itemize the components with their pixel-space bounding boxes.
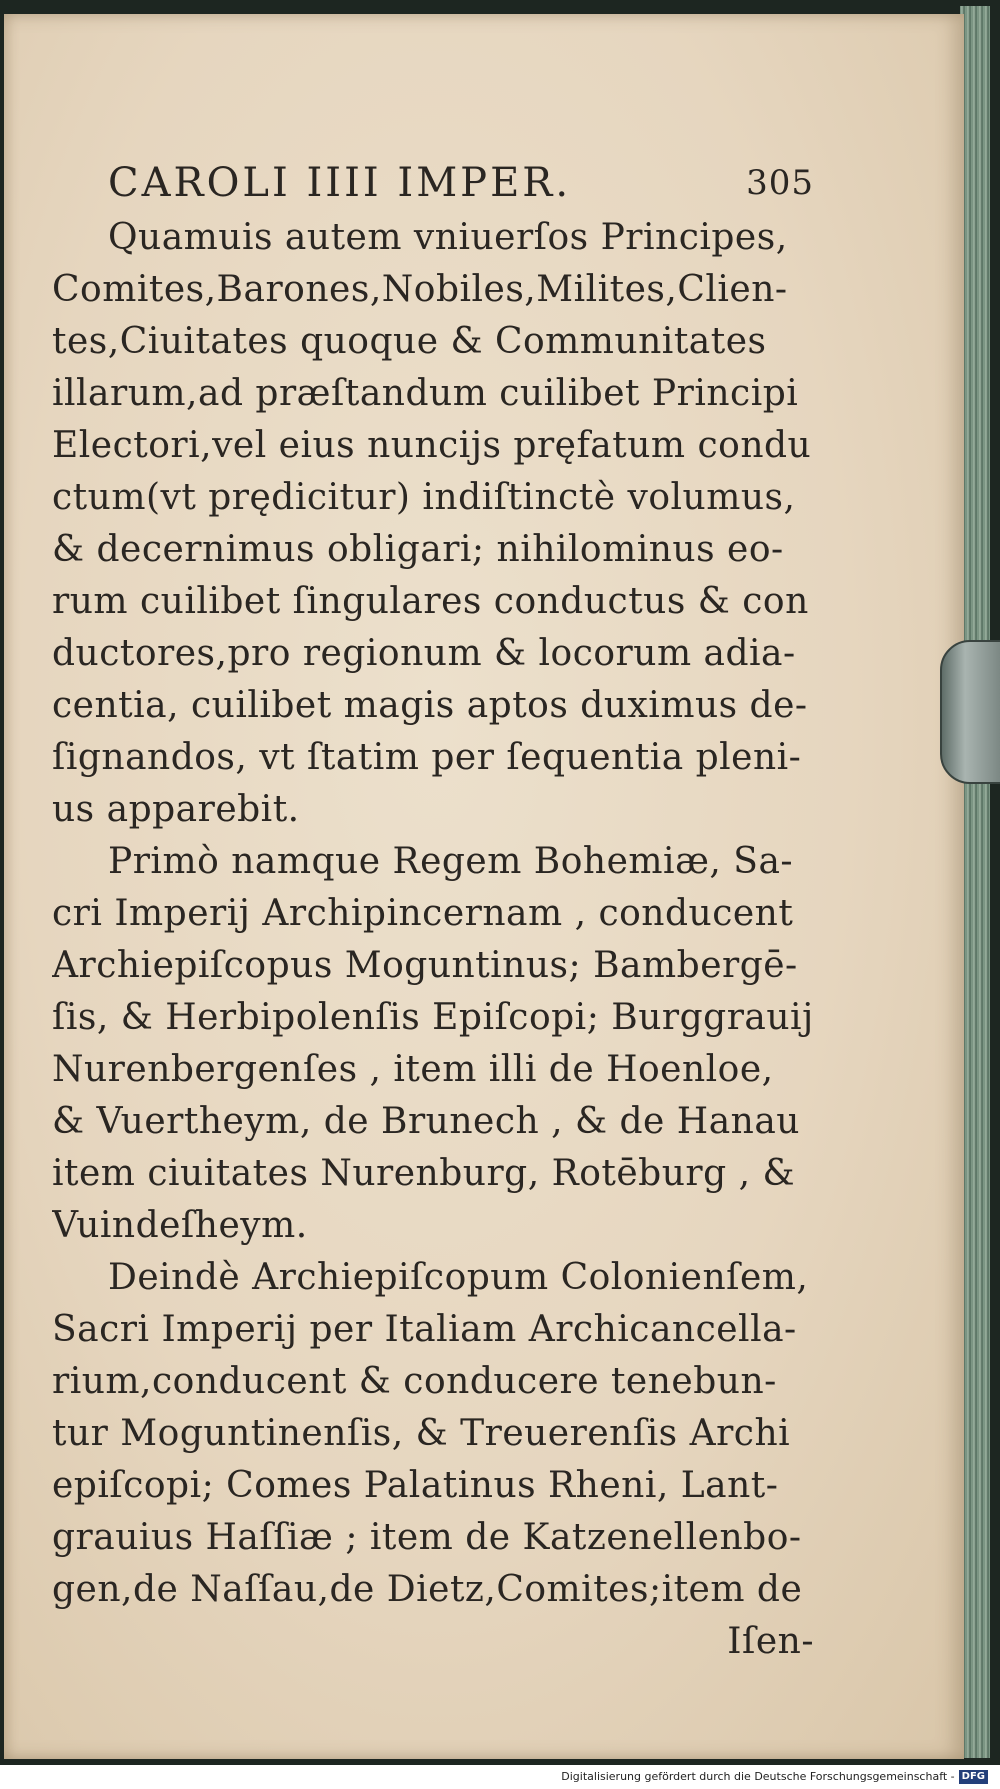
text-line: ſis, & Herbipolenſis Epiſcopi; Burggrauij — [52, 997, 814, 1038]
text-line: ctum(vt prędicitur) indiſtinctè volumus, — [52, 477, 796, 518]
text-line: & decernimus obligari; nihilominus eo- — [52, 529, 784, 570]
text-line: ductores,pro regionum & locorum adia- — [52, 633, 796, 674]
text-line: ſignandos, vt ſtatim per ſequentia pleni- — [52, 737, 802, 778]
page-header — [52, 154, 814, 212]
text-line: Electori,vel eius nuncijs pręfatum condu — [52, 425, 812, 466]
paper-page — [4, 14, 964, 1759]
page-edges — [960, 6, 990, 1758]
book-clasp — [940, 640, 1000, 784]
page-number: 305 — [746, 163, 814, 203]
running-head: CAROLI IIII IMPER. — [108, 160, 572, 206]
catchword: Iſen- — [727, 1621, 814, 1662]
text-line: Archiepiſcopus Moguntinus; Bambergē- — [52, 945, 798, 986]
text-line: gen,de Naſſau,de Dietz,Comites;item de — [52, 1569, 803, 1610]
text-line: cri Imperij Archipincernam , conducent — [52, 893, 794, 934]
text-line: tur Moguntinenſis, & Treuerenſis Archi — [52, 1413, 791, 1454]
text-line: illarum,ad præſtandum cuilibet Principi — [52, 373, 799, 414]
text-line: Sacri Imperij per Italiam Archicancella- — [52, 1309, 797, 1350]
text-line: Comites,Barones,Nobiles,Milites,Clien- — [52, 269, 788, 310]
text-line: item ciuitates Nurenburg, Rotēburg , & — [52, 1153, 796, 1194]
digitization-credit — [561, 1769, 988, 1785]
text-line: Quamuis autem vniuerſos Principes, — [108, 217, 788, 258]
text-line: grauius Haſſiæ ; item de Katzenellenbo- — [52, 1517, 802, 1558]
text-line: Deindè Archiepiſcopum Colonienſem, — [108, 1257, 809, 1298]
text-line: Nurenbergenſes , item illi de Hoenloe, — [52, 1049, 774, 1090]
text-line: rium,conducent & conducere tenebun- — [52, 1361, 777, 1402]
text-line: rum cuilibet ſingulares conductus & con — [52, 581, 809, 622]
text-block — [52, 154, 814, 1668]
text-line: Vuindeſheym. — [52, 1205, 308, 1246]
text-line: centia, cuilibet magis aptos duximus de- — [52, 685, 808, 726]
text-line: us apparebit. — [52, 789, 300, 830]
text-line: epiſcopi; Comes Palatinus Rheni, Lant- — [52, 1465, 779, 1506]
dfg-logo: DFG — [959, 1770, 988, 1784]
text-line: tes,Ciuitates quoque & Communitates — [52, 321, 767, 362]
credit-text: Digitalisierung gefördert durch die Deutsche Forschungsgemeinschaft - — [561, 1770, 955, 1783]
text-line: Primò namque Regem Bohemiæ, Sa- — [108, 841, 794, 882]
text-line: & Vuertheym, de Brunech , & de Hanau — [52, 1101, 800, 1142]
